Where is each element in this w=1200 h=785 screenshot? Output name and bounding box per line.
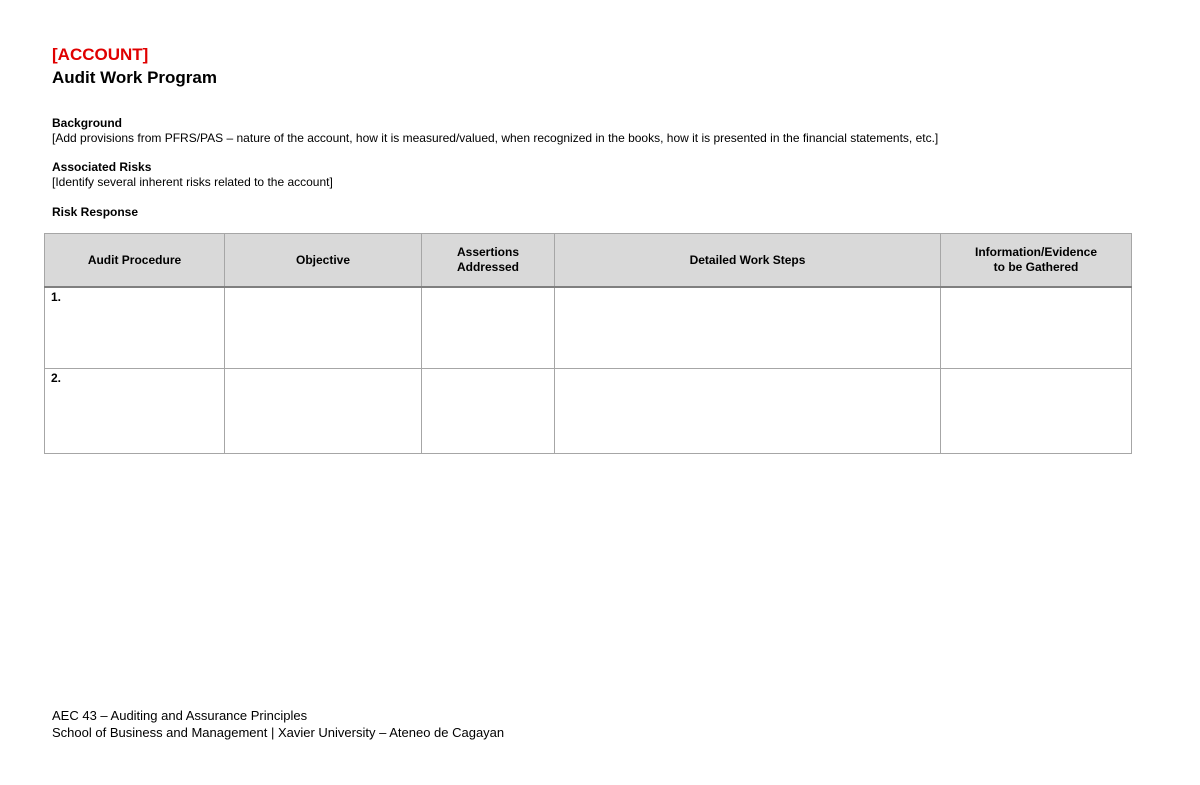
- table-header-row: [45, 234, 1132, 288]
- account-placeholder: [ACCOUNT]: [52, 45, 149, 64]
- header-assertions-line2: Addressed: [456, 260, 520, 274]
- header-objective-label: Objective: [295, 252, 351, 267]
- objective-cell[interactable]: [225, 369, 422, 454]
- header-audit-procedure-label: Audit Procedure: [87, 252, 182, 267]
- background-heading: Background: [52, 116, 123, 130]
- page-title: Audit Work Program: [52, 68, 217, 87]
- background-section: [52, 116, 938, 146]
- header-audit-procedure: [45, 234, 225, 288]
- row-number: 2.: [51, 371, 62, 385]
- header-assertions-line1: Assertions: [456, 245, 520, 259]
- footer-school: School of Business and Management | Xavier University – Ateneo de Cagayan: [52, 725, 505, 740]
- evidence-cell[interactable]: [941, 369, 1132, 454]
- risk-response-heading: Risk Response: [52, 205, 139, 219]
- row-number: 1.: [51, 290, 62, 304]
- audit-work-table: [44, 233, 1132, 454]
- table-row: [45, 369, 1132, 454]
- background-text: [Add provisions from PFRS/PAS – nature of the account, how it is measured/valued, when recognized in the books, how it is presented in the financial statements, etc.]: [52, 131, 939, 145]
- associated-risks-text: [Identify several inherent risks related to the account]: [52, 175, 333, 189]
- header-objective: [225, 234, 422, 288]
- risk-response-section: [52, 205, 138, 220]
- associated-risks-section: [52, 160, 333, 190]
- associated-risks-heading: Associated Risks: [52, 160, 152, 174]
- page-footer: [52, 707, 504, 741]
- objective-cell[interactable]: [225, 287, 422, 369]
- header-work-steps-label: Detailed Work Steps: [689, 252, 806, 267]
- audit-procedure-cell[interactable]: [45, 369, 225, 454]
- header-assertions: [422, 234, 555, 288]
- work-steps-cell[interactable]: [555, 369, 941, 454]
- assertions-cell[interactable]: [422, 287, 555, 369]
- work-steps-cell[interactable]: [555, 287, 941, 369]
- assertions-cell[interactable]: [422, 369, 555, 454]
- audit-procedure-cell[interactable]: [45, 287, 225, 369]
- header-evidence: [941, 234, 1132, 288]
- table-row: [45, 287, 1132, 369]
- footer-course: AEC 43 – Auditing and Assurance Principles: [52, 708, 308, 723]
- evidence-cell[interactable]: [941, 287, 1132, 369]
- header-work-steps: [555, 234, 941, 288]
- header-evidence-line2: to be Gathered: [993, 260, 1079, 274]
- header-evidence-line1: Information/Evidence: [974, 245, 1098, 259]
